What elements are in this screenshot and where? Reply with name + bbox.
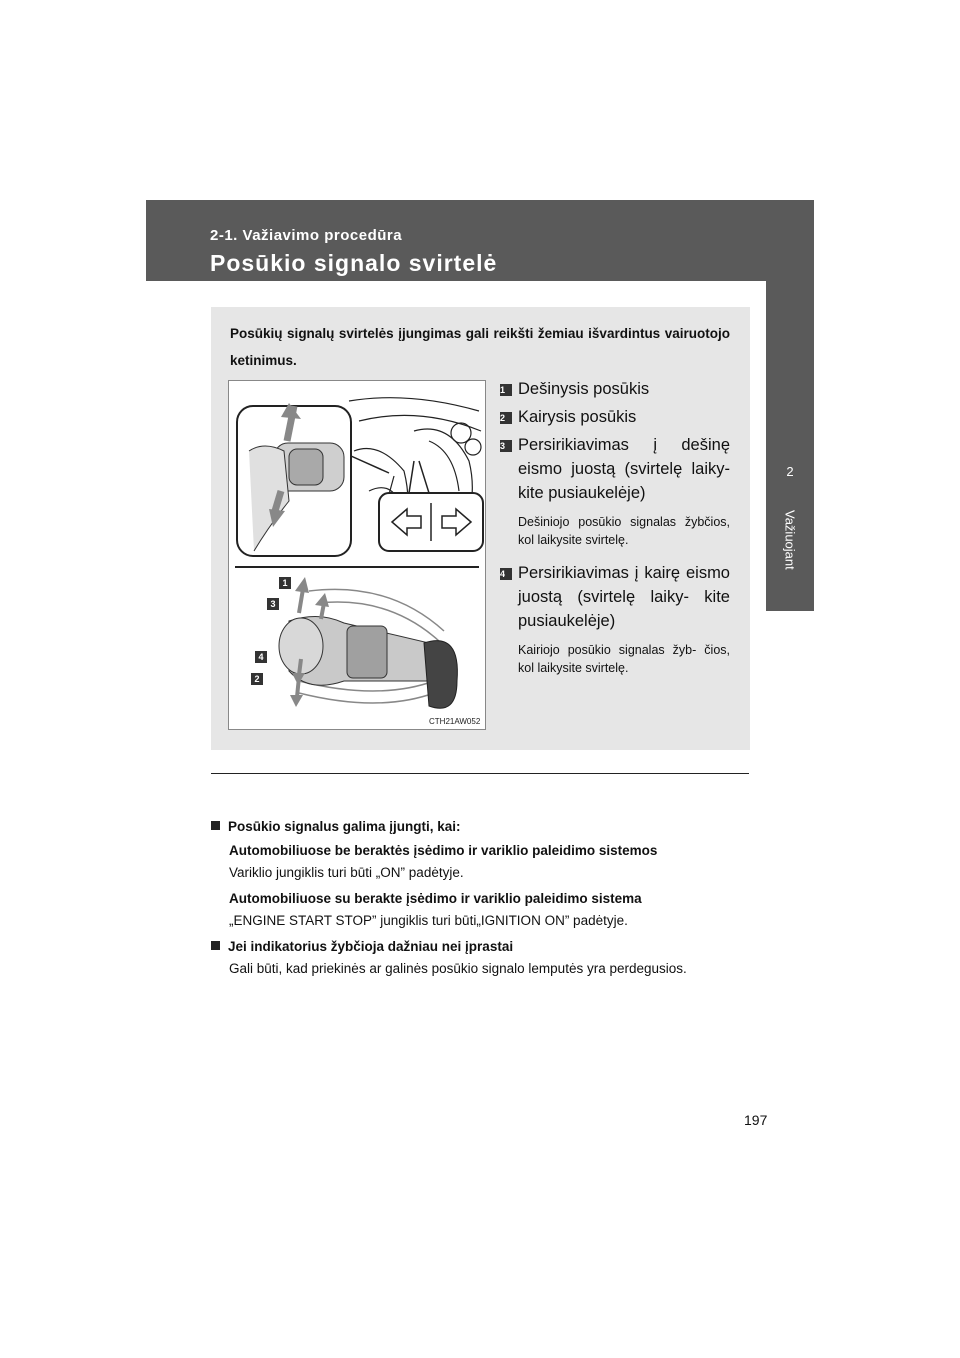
intro-text: Posūkių signalų svirtelės įjungimas gali reikšti žemiau išvardintus vairuotojo ketinimus. (230, 326, 730, 368)
note-text: Variklio jungiklis turi būti „ON” padėtyje. (229, 865, 464, 880)
hand-inset (237, 403, 389, 556)
number-badge: 1 (500, 384, 512, 396)
turn-signal-lever-figure (228, 380, 486, 730)
legend-item (498, 433, 730, 505)
chapter-number: 2 (786, 464, 794, 479)
section-label: 2-1. Važiavimo procedūra (210, 227, 403, 244)
legend-list (498, 377, 730, 689)
page-number: 197 (744, 1112, 768, 1128)
lever-illustration (229, 381, 485, 729)
square-bullet-icon (211, 821, 220, 830)
note-heading: Posūkio signalus galima įjungti, kai: (211, 816, 771, 838)
direction-arrows-inset (379, 461, 483, 551)
number-badge: 2 (500, 412, 512, 424)
note-text: Gali būti, kad priekinės ar galinės posūkio signalo lemputės yra perdegusios. (229, 961, 687, 976)
legend-label: Dešinysis posūkis (518, 380, 650, 398)
note-text: „ENGINE START STOP” jungiklis turi būti„IGNITION ON” padėtyje. (229, 913, 628, 928)
legend-item (498, 377, 730, 401)
figure-code: CTH21AW052 (429, 717, 481, 726)
page-title: Posūkio signalo svirtelė (210, 250, 498, 276)
figure-badge-4: 4 (255, 651, 267, 663)
legend-item (498, 561, 730, 633)
figure-badge-1: 1 (279, 577, 291, 589)
figure-badge-2: 2 (251, 673, 263, 685)
number-badge: 4 (500, 568, 512, 580)
note-subheading: Automobiliuose su berakte įsėdimo ir variklio paleidimo sistema (229, 891, 642, 906)
notes-section (211, 816, 771, 984)
number-badge: 3 (500, 440, 512, 452)
note-subheading: Automobiliuose be beraktės įsėdimo ir variklio paleidimo sistemos (229, 843, 658, 858)
legend-note: Dešiniojo posūkio signalas žybčios, kol laikysite svirtelę. (518, 515, 730, 547)
legend-label: Kairysis posūkis (518, 408, 637, 426)
chapter-label: Važiuojant (782, 510, 798, 570)
legend-note: Kairiojo posūkio signalas žyb- čios, kol laikysite svirtelę. (518, 643, 730, 675)
legend-label: Persirikiavimas į kairę eismo juostą (svirtelę laiky- kite pusiaukelėje) (518, 564, 730, 630)
legend-label: Persirikiavimas į dešinę eismo juostą (svirtelę laiky- kite pusiaukelėje) (518, 436, 730, 502)
note-heading: Jei indikatorius žybčioja dažniau nei įprastai (211, 936, 771, 958)
legend-item (498, 405, 730, 429)
square-bullet-icon (211, 941, 220, 950)
figure-badge-3: 3 (267, 598, 279, 610)
section-divider (211, 773, 749, 774)
